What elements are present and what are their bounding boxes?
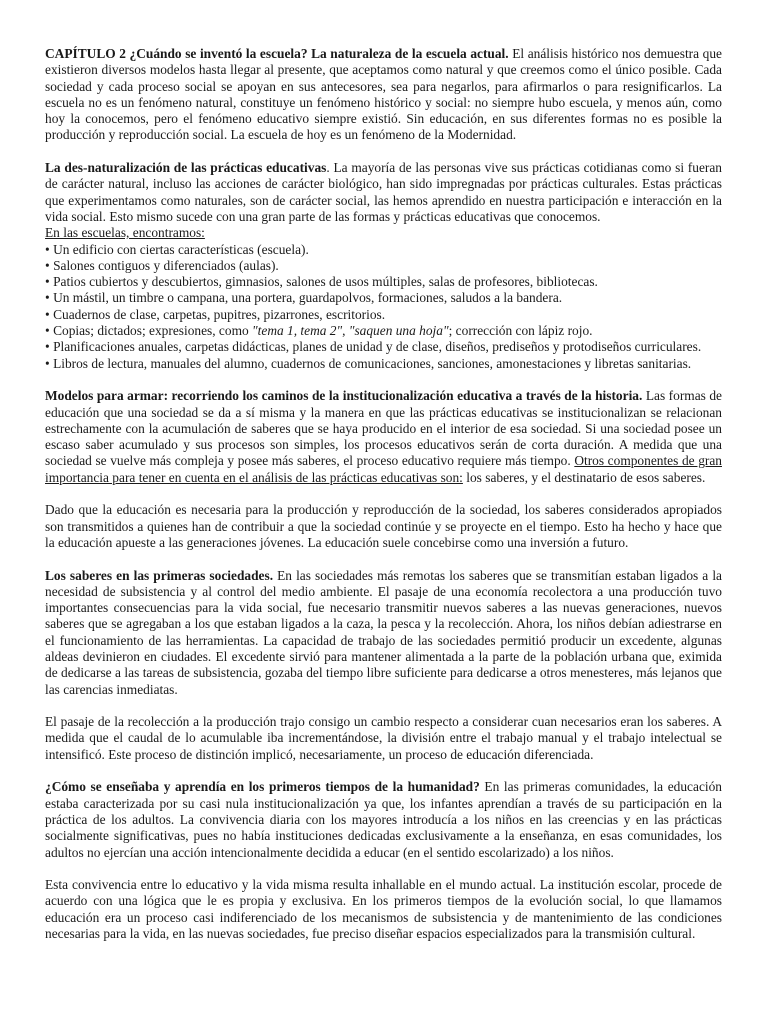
quoted-expression: "saquen una hoja" <box>348 323 449 339</box>
modelos-underlined-text: Otros componentes de gran importancia para tener en cuenta en el análisis de las prácticas educativas son: <box>45 453 722 485</box>
list-item-text: Planificaciones anuales, carpetas didácticas, planes de unidad y de clase, diseños, prediseños y protodiseños curriculares. <box>53 339 702 355</box>
list-item-text: ; corrección con lápiz rojo. <box>448 323 593 339</box>
pasaje-recoleccion-text: El pasaje de la recolección a la producción trajo consigo un cambio respecto a considerar cuan necesarios eran los saberes. A medida que el caudal de lo acumulable iba incrementándose, la división entre el trabajo manual y el trabajo intelectual se intensificó. Este proceso de distinción implicó, necesariamente, un proceso de educación diferenciada. <box>45 714 722 762</box>
paragraph-primeras-sociedades <box>45 568 722 698</box>
list-item-text: Salones contiguos y diferenciados (aulas). <box>53 257 279 273</box>
list-item <box>45 258 722 274</box>
list-item-text: Patios cubiertos y descubiertos, gimnasios, salones de usos múltiples, salas de profesores, bibliotecas. <box>53 274 598 290</box>
educacion-necesaria-text: Dado que la educación es necesaria para la producción y reproducción de la sociedad, los saberes considerados apropiados son transmitidos a quienes han de contribuir a que la sociedad continúe y se proyecte en el tiempo. Esto ha hecho y hace que la educación apueste a las generaciones jóvenes. La educación suele concebirse como una inversión a futuro. <box>45 502 722 550</box>
desnaturalizacion-text: . La mayoría de las personas vive sus prácticas cotidianas como si fueran de carácter natural, incluso las acciones de carácter biológico, han sido impregnadas por prácticas culturales. Estas prácticas que experimentamos como naturales, son de carácter social, las hemos aprendido en nuestra participación e interacción en la vida social. Esto mismo sucede con una gran parte de las formas y prácticas educativas que conocemos. <box>45 160 722 224</box>
primeros-tiempos-text: En las primeras comunidades, la educación estaba caracterizada por su casi nula institucionalización ya que, los infantes aprendían a través de su participación en la práctica de los adultos. La convivencia diaria con los mayores introducía a los niños en las creencias y en las prácticas socialmente significativas, pues no había instituciones dedicadas exclusivamente a la enseñanza, en esas comunidades, los adultos no ejercían una acción intencionalmente decidida a educar (en el sentido escolarizado) a los niños. <box>45 779 723 860</box>
list-intro: En las escuelas, encontramos: <box>45 225 205 241</box>
bullet-icon: • <box>45 339 50 355</box>
list-item <box>45 290 722 306</box>
list-item <box>45 339 722 355</box>
section-desnaturalizacion <box>45 160 722 372</box>
paragraph-chapter-intro <box>45 46 722 144</box>
modelos-tail-text: los saberes, y el destinatario de esos saberes. <box>462 469 706 485</box>
chapter-intro-text: El análisis histórico nos demuestra que existieron diversos modelos hasta llegar al presente, que aceptamos como natural y que creemos como el único posible. Cada sociedad y cada proceso social se apoyan en sus antecesores, sea para negarlos, para afirmarlos o para resignificarlos. La escuela no es un fenómeno natural, constituye un fenómeno histórico y social: no siempre hubo escuela, y menos aún, como hoy la conocemos, pero el fenómeno educativo siempre existió. Sin educación, en sus diferentes formas no es posible la producción y reproducción social. La escuela de hoy es un fenómeno de la Modernidad. <box>45 46 723 143</box>
list-item-text: Cuadernos de clase, carpetas, pupitres, pizarrones, escritorios. <box>53 306 386 322</box>
primeras-sociedades-text: En las sociedades más remotas los saberes que se transmitían estaban ligados a la necesidad de subsistencia y al control del medio ambiente. El pasaje de una economía recolectora a una producción tuvo importantes consecuencias para la vida social, fue necesario transmitir nuevos saberes a las nuevas generaciones, nuevos saberes que se agregaban a los que estaban ligados a la caza, la pesca y la recolección. Ahora, los niños debían adiestrarse en el funcionamiento de las herramientas. La capacidad de trabajo de las sociedades permitió producir un excedente, algunas aldeas devinieron en ciudades. El excedente sirvió para mantener alimentada a la parte de la población urbana que, eximida de dedicarse a las tareas de subsistencia, gozaba del tiempo libre suficiente para dedicarse a otros menesteres, más lejanos que las carencias inmediatas. <box>45 567 722 697</box>
paragraph-modelos-para-armar <box>45 388 722 486</box>
bullet-icon: • <box>45 257 50 273</box>
primeros-tiempos-heading: ¿Cómo se enseñaba y aprendía en los primeros tiempos de la humanidad? <box>45 779 480 795</box>
paragraph-pasaje-recoleccion <box>45 714 722 763</box>
list-item-text: , <box>342 323 349 339</box>
list-item-text: Un mástil, un timbre o campana, una portera, guardapolvos, formaciones, saludos a la bandera. <box>53 290 563 306</box>
bullet-icon: • <box>45 241 50 257</box>
chapter-heading: CAPÍTULO 2 ¿Cuándo se inventó la escuela? La naturaleza de la escuela actual. <box>45 46 509 61</box>
modelos-text: Las formas de educación que una sociedad se da a sí misma y la manera en que las prácticas educativas se institucionalizan se relacionan estrechamente con la acumulación de saberes que se haya producido en el interior de esa sociedad. Si una sociedad posee un escaso saber acumulado y sus procesos son simples, los procesos educativos serán de corta duración. A medida que una sociedad se vuelve más compleja y posee más saberes, el proceso educativo requiere más tiempo. <box>45 388 723 469</box>
modelos-heading: Modelos para armar: recorriendo los caminos de la institucionalización educativa a través de la historia. <box>45 388 643 404</box>
list-item <box>45 323 722 339</box>
school-items-list <box>45 242 722 372</box>
bullet-icon: • <box>45 323 50 339</box>
paragraph-educacion-necesaria <box>45 502 722 551</box>
desnaturalizacion-heading: La des-naturalización de las prácticas educativas <box>45 160 327 176</box>
bullet-icon: • <box>45 290 50 306</box>
quoted-expression: "tema 1, tema 2" <box>252 323 343 339</box>
bullet-icon: • <box>45 306 50 322</box>
list-item <box>45 242 722 258</box>
paragraph-desnaturalizacion <box>45 160 722 241</box>
primeras-sociedades-heading: Los saberes en las primeras sociedades. <box>45 567 274 583</box>
list-item <box>45 307 722 323</box>
bullet-icon: • <box>45 355 50 371</box>
list-item <box>45 356 722 372</box>
list-item-text: Copias; dictados; expresiones, como <box>53 323 253 339</box>
bullet-icon: • <box>45 274 50 290</box>
list-item-text: Libros de lectura, manuales del alumno, cuadernos de comunicaciones, sanciones, amonestaciones y libretas sanitarias. <box>53 355 692 371</box>
convivencia-text: Esta convivencia entre lo educativo y la vida misma resulta inhallable en el mundo actual. La institución escolar, procede de acuerdo con una lógica que le es propia y exclusiva. En los primeros tiempos de la evolución social, lo que llamamos educación era un proceso casi indiferenciado de los mecanismos de subsistencia y de mantenimiento de las condiciones necesarias para la vida, en las nuevas sociedades, fue preciso diseñar espacios especializados para la transmisión cultural. <box>45 877 722 942</box>
paragraph-convivencia <box>45 877 722 942</box>
paragraph-primeros-tiempos <box>45 779 722 860</box>
document-page <box>45 46 722 959</box>
list-item <box>45 274 722 290</box>
list-item-text: Un edificio con ciertas características (escuela). <box>53 241 309 257</box>
